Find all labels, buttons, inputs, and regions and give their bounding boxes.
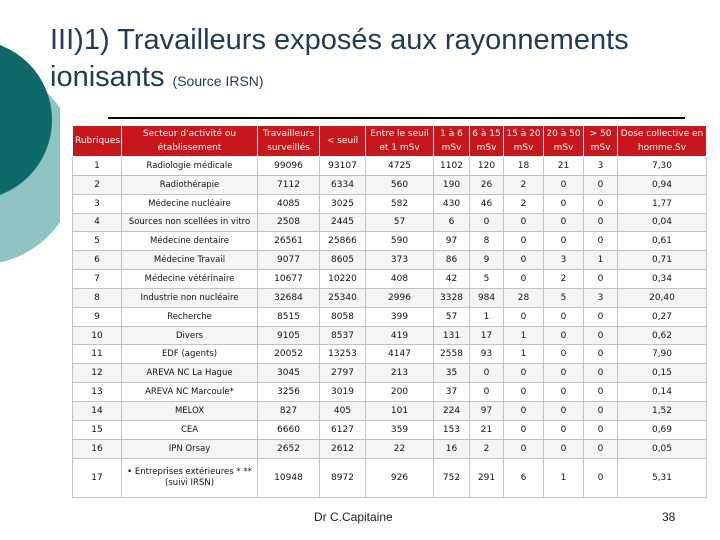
value-cell: 2 [470,439,504,458]
sector-cell: Industrie non nucléaire [122,288,258,307]
value-cell: 13253 [320,345,366,364]
rubrique-cell: 14 [73,401,122,420]
column-header: Entre le seuil et 1 mSv [366,126,434,157]
value-cell: 373 [366,251,434,270]
column-header: 1 à 6 mSv [434,126,470,157]
column-header: Travailleurs surveillés [258,126,320,157]
table-row [73,420,707,439]
value-cell: 8 [470,232,504,251]
value-cell: 0 [504,213,544,232]
table-row [73,307,707,326]
value-cell: 32684 [258,288,320,307]
table-row [73,439,707,458]
sector-cell: Radiothérapie [122,175,258,194]
table-body [73,157,707,498]
sector-cell: Sources non scellées in vitro [122,213,258,232]
sector-cell: Médecine nucléaire [122,194,258,213]
value-cell: 2996 [366,288,434,307]
value-cell: 1,52 [618,401,707,420]
value-cell: 9 [470,251,504,270]
value-cell: 224 [434,401,470,420]
value-cell: 0 [470,213,504,232]
sector-cell: • Entreprises extérieures * ** (suivi IRSN) [122,458,258,498]
value-cell: 6 [504,458,544,498]
value-cell: 0 [544,439,584,458]
value-cell: 20052 [258,345,320,364]
value-cell: 3 [584,157,618,176]
sector-cell: Recherche [122,307,258,326]
table-row [73,213,707,232]
footer-author: Dr C.Capitaine [314,510,393,524]
value-cell: 21 [544,157,584,176]
value-cell: 5 [470,270,504,289]
value-cell: 0,27 [618,307,707,326]
sector-cell: AREVA NC La Hague [122,364,258,383]
value-cell: 1,77 [618,194,707,213]
value-cell: 0 [504,232,544,251]
value-cell: 1102 [434,157,470,176]
value-cell: 0 [544,383,584,402]
page-number: 38 [662,510,676,524]
sector-cell: MELOX [122,401,258,420]
value-cell: 120 [470,157,504,176]
value-cell: 0,04 [618,213,707,232]
value-cell: 6127 [320,420,366,439]
value-cell: 0 [544,401,584,420]
value-cell: 2 [504,175,544,194]
table-row [73,326,707,345]
value-cell: 21 [470,420,504,439]
value-cell: 2652 [258,439,320,458]
value-cell: 0 [584,383,618,402]
rubrique-cell: 4 [73,213,122,232]
value-cell: 359 [366,420,434,439]
value-cell: 582 [366,194,434,213]
rubrique-cell: 5 [73,232,122,251]
value-cell: 5,31 [618,458,707,498]
column-header: > 50 mSv [584,126,618,157]
value-cell: 0,71 [618,251,707,270]
table-row [73,383,707,402]
value-cell: 7,30 [618,157,707,176]
value-cell: 20,40 [618,288,707,307]
table-row [73,288,707,307]
value-cell: 153 [434,420,470,439]
value-cell: 37 [434,383,470,402]
table-row [73,345,707,364]
value-cell: 0,15 [618,364,707,383]
value-cell: 0 [584,307,618,326]
rubrique-cell: 16 [73,439,122,458]
value-cell: 0 [544,213,584,232]
value-cell: 6334 [320,175,366,194]
slide-title-text: III)1) Travailleurs exposés aux rayonnements ionisants [50,24,629,93]
value-cell: 5 [544,288,584,307]
rubrique-cell: 2 [73,175,122,194]
value-cell: 200 [366,383,434,402]
value-cell: 190 [434,175,470,194]
table-row [73,401,707,420]
value-cell: 0 [544,232,584,251]
value-cell: 0 [584,232,618,251]
table-row [73,251,707,270]
value-cell: 0,34 [618,270,707,289]
value-cell: 0 [584,420,618,439]
table-row [73,458,707,498]
value-cell: 9105 [258,326,320,345]
value-cell: 2445 [320,213,366,232]
value-cell: 560 [366,175,434,194]
value-cell: 8537 [320,326,366,345]
value-cell: 101 [366,401,434,420]
table-top-rule [108,117,685,119]
sector-cell: Médecine dentaire [122,232,258,251]
value-cell: 16 [434,439,470,458]
value-cell: 0 [544,175,584,194]
value-cell: 46 [470,194,504,213]
table-row [73,175,707,194]
value-cell: 1 [470,307,504,326]
table-header-row [73,126,707,157]
value-cell: 0,69 [618,420,707,439]
table-row [73,194,707,213]
value-cell: 0 [584,175,618,194]
rubrique-cell: 15 [73,420,122,439]
value-cell: 0 [584,326,618,345]
column-header: < seuil [320,126,366,157]
value-cell: 291 [470,458,504,498]
value-cell: 131 [434,326,470,345]
value-cell: 0 [504,401,544,420]
value-cell: 99096 [258,157,320,176]
value-cell: 3019 [320,383,366,402]
rubrique-cell: 6 [73,251,122,270]
value-cell: 0 [584,213,618,232]
sector-cell: IPN Orsay [122,439,258,458]
value-cell: 0,14 [618,383,707,402]
value-cell: 8605 [320,251,366,270]
value-cell: 827 [258,401,320,420]
value-cell: 26561 [258,232,320,251]
value-cell: 10948 [258,458,320,498]
value-cell: 26 [470,175,504,194]
value-cell: 0 [584,364,618,383]
sector-cell: AREVA NC Marcoule* [122,383,258,402]
rubrique-cell: 11 [73,345,122,364]
rubrique-cell: 9 [73,307,122,326]
value-cell: 4725 [366,157,434,176]
value-cell: 0 [584,270,618,289]
value-cell: 0 [470,364,504,383]
value-cell: 57 [434,307,470,326]
value-cell: 408 [366,270,434,289]
value-cell: 0 [544,364,584,383]
column-header: 6 à 15 mSv [470,126,504,157]
rubrique-cell: 13 [73,383,122,402]
value-cell: 2508 [258,213,320,232]
rubrique-cell: 7 [73,270,122,289]
value-cell: 0 [544,194,584,213]
rubrique-cell: 10 [73,326,122,345]
value-cell: 0 [584,401,618,420]
value-cell: 1 [504,326,544,345]
value-cell: 3045 [258,364,320,383]
value-cell: 0 [584,458,618,498]
value-cell: 1 [504,345,544,364]
value-cell: 42 [434,270,470,289]
column-header: 20 à 50 mSv [544,126,584,157]
sector-cell: CEA [122,420,258,439]
value-cell: 7112 [258,175,320,194]
value-cell: 0 [504,364,544,383]
value-cell: 0 [504,420,544,439]
value-cell: 18 [504,157,544,176]
value-cell: 2 [504,194,544,213]
value-cell: 0 [504,307,544,326]
value-cell: 6660 [258,420,320,439]
value-cell: 2612 [320,439,366,458]
sector-cell: Radiologie médicale [122,157,258,176]
sector-cell: Divers [122,326,258,345]
value-cell: 0 [504,383,544,402]
rubrique-cell: 17 [73,458,122,498]
value-cell: 10677 [258,270,320,289]
value-cell: 1 [544,458,584,498]
rubrique-cell: 3 [73,194,122,213]
value-cell: 8515 [258,307,320,326]
sector-cell: Médecine Travail [122,251,258,270]
table-row [73,270,707,289]
value-cell: 6 [434,213,470,232]
value-cell: 2 [544,270,584,289]
value-cell: 4147 [366,345,434,364]
value-cell: 0 [504,439,544,458]
sector-cell: EDF (agents) [122,345,258,364]
value-cell: 984 [470,288,504,307]
slide-title [50,22,710,100]
value-cell: 3256 [258,383,320,402]
rubrique-cell: 1 [73,157,122,176]
value-cell: 3328 [434,288,470,307]
value-cell: 0 [584,194,618,213]
value-cell: 8058 [320,307,366,326]
value-cell: 1 [584,251,618,270]
value-cell: 590 [366,232,434,251]
value-cell: 752 [434,458,470,498]
table-row [73,157,707,176]
table-row [73,364,707,383]
value-cell: 86 [434,251,470,270]
value-cell: 926 [366,458,434,498]
value-cell: 419 [366,326,434,345]
value-cell: 399 [366,307,434,326]
value-cell: 0 [584,345,618,364]
value-cell: 35 [434,364,470,383]
value-cell: 3 [544,251,584,270]
value-cell: 0,61 [618,232,707,251]
value-cell: 4085 [258,194,320,213]
column-header: Rubriques [73,126,122,157]
value-cell: 28 [504,288,544,307]
value-cell: 57 [366,213,434,232]
rubrique-cell: 12 [73,364,122,383]
value-cell: 0 [544,420,584,439]
rubrique-cell: 8 [73,288,122,307]
exposure-table [72,125,707,498]
value-cell: 0 [470,383,504,402]
value-cell: 0,62 [618,326,707,345]
value-cell: 93107 [320,157,366,176]
value-cell: 0 [504,270,544,289]
value-cell: 2558 [434,345,470,364]
value-cell: 9077 [258,251,320,270]
value-cell: 0,94 [618,175,707,194]
value-cell: 10220 [320,270,366,289]
value-cell: 0 [544,307,584,326]
column-header: 15 à 20 mSv [504,126,544,157]
value-cell: 25340 [320,288,366,307]
value-cell: 0,05 [618,439,707,458]
value-cell: 0 [584,439,618,458]
value-cell: 430 [434,194,470,213]
value-cell: 3025 [320,194,366,213]
column-header: Secteur d'activité ou établissement [122,126,258,157]
value-cell: 97 [434,232,470,251]
value-cell: 97 [470,401,504,420]
table-row [73,232,707,251]
value-cell: 405 [320,401,366,420]
value-cell: 213 [366,364,434,383]
value-cell: 8972 [320,458,366,498]
value-cell: 25866 [320,232,366,251]
value-cell: 3 [584,288,618,307]
value-cell: 0 [544,326,584,345]
slide-source: (Source IRSN) [172,73,264,89]
value-cell: 17 [470,326,504,345]
sector-cell: Médecine vétérinaire [122,270,258,289]
value-cell: 93 [470,345,504,364]
value-cell: 0 [544,345,584,364]
value-cell: 7,90 [618,345,707,364]
value-cell: 2797 [320,364,366,383]
value-cell: 0 [504,251,544,270]
value-cell: 22 [366,439,434,458]
column-header: Dose collective en homme.Sv [618,126,707,157]
